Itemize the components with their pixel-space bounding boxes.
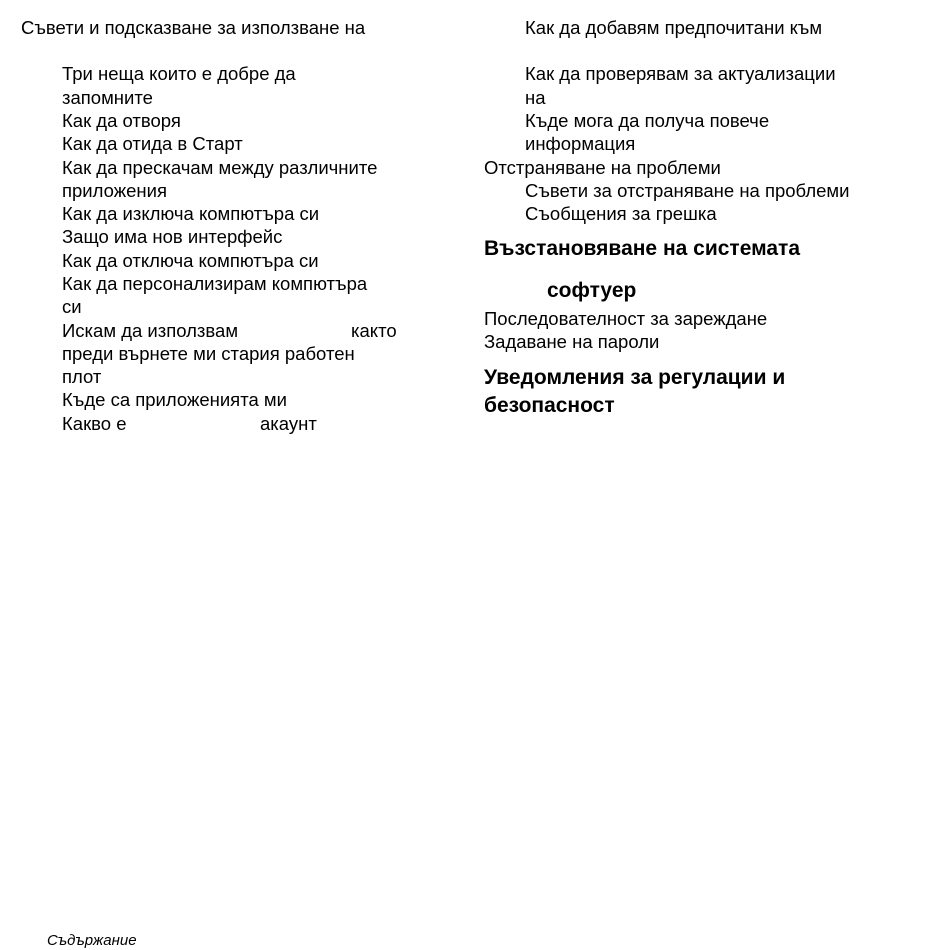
page-footer-label: Съдържание [47,932,137,949]
toc-item-continuation[interactable]: преди върнете ми стария работен [62,343,355,364]
toc-section-troubleshooting[interactable]: Отстраняване на проблеми [484,157,721,178]
toc-item[interactable]: Къде са приложенията ми [62,389,287,410]
toc-item[interactable]: Как да персонализирам компютъра [62,273,368,294]
toc-item[interactable]: Какво е [62,413,127,434]
toc-item[interactable]: Задаване на пароли [484,331,660,352]
toc-item[interactable]: Защо има нов интерфейс [62,226,283,247]
toc-item[interactable]: Искам да използвам [62,320,239,341]
toc-heading-notices[interactable]: Уведомления за регулации и [484,366,786,389]
toc-item[interactable]: Съвети за отстраняване на проблеми [525,180,850,201]
toc-item[interactable]: Как да отворя [62,110,181,131]
toc-item-continuation[interactable]: информация [525,133,636,154]
toc-item-continuation[interactable]: запомните [62,87,153,108]
toc-item-continuation[interactable]: плот [62,366,102,387]
toc-item[interactable]: Как да отключа компютъра си [62,250,319,271]
toc-item[interactable]: Как да отида в Старт [62,133,243,154]
toc-item[interactable]: Три неща които е добре да [62,63,296,84]
toc-heading-recovery[interactable]: Възстановяване на системата [484,237,800,260]
toc-item[interactable]: Как да изключа компютъра си [62,203,320,224]
toc-item-fragment[interactable]: както [351,320,397,341]
toc-heading-notices-continuation[interactable]: безопасност [484,394,615,417]
toc-item-continuation[interactable]: си [62,296,82,317]
toc-item-fragment[interactable]: акаунт [260,413,317,434]
toc-item[interactable]: Как да прескачам между различните [62,157,378,178]
toc-item[interactable]: Къде мога да получа повече [525,110,770,131]
toc-item-continuation[interactable]: на [525,87,546,108]
toc-item[interactable]: Как да проверявам за актуализации [525,63,836,84]
toc-item-continuation[interactable]: приложения [62,180,167,201]
toc-item[interactable]: Съобщения за грешка [525,203,717,224]
toc-item[interactable]: Как да добавям предпочитани към [525,17,823,38]
toc-heading-software[interactable]: софтуер [547,279,637,302]
toc-item[interactable]: Последователност за зареждане [484,308,768,329]
toc-section-title[interactable]: Съвети и подсказване за използване на [21,17,366,38]
